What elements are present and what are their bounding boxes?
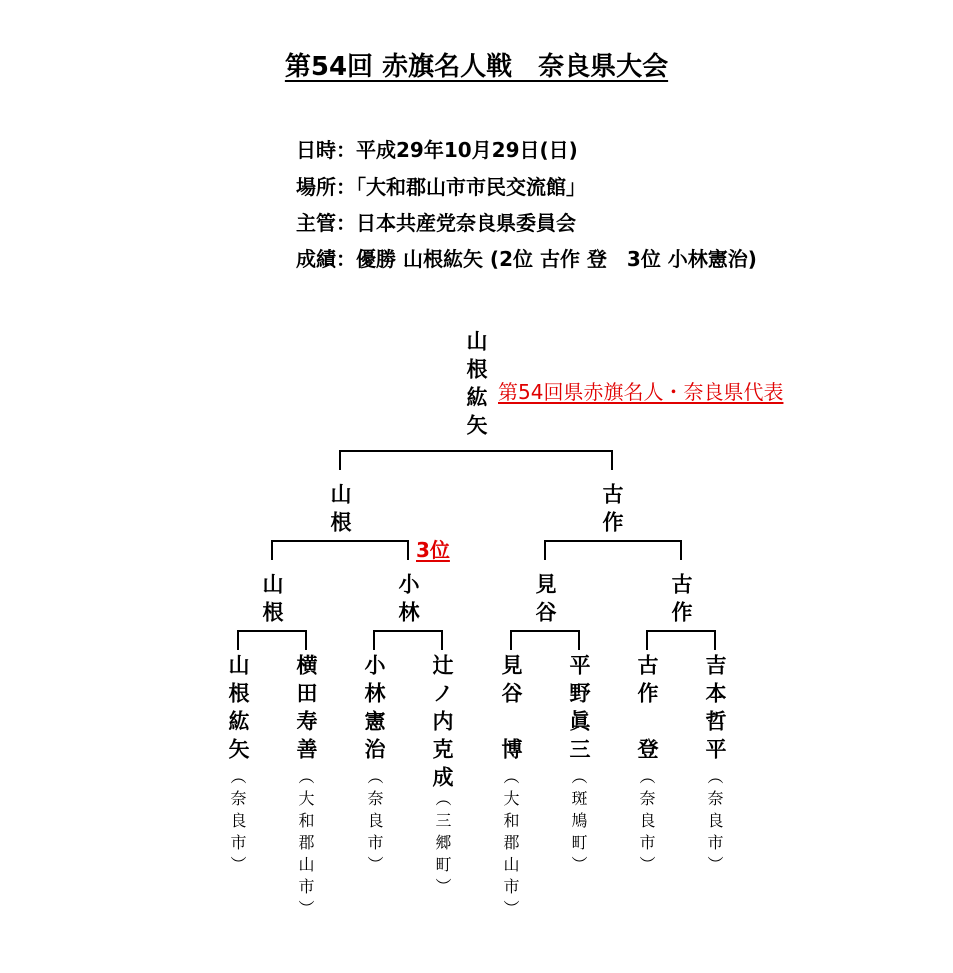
semi-player-3: 見谷: [533, 573, 557, 629]
title-text: 第54回 赤旗名人戦 奈良県大会: [284, 52, 669, 82]
semi-left-bracket-line: [272, 541, 408, 560]
player-location-7: （奈良市）: [637, 768, 656, 878]
r1-bracket-line-1: [238, 631, 306, 650]
semi-player-4: 古作: [669, 573, 693, 629]
info-organizer: 主管：日本共産党奈良県委員会: [296, 211, 576, 235]
player-location-4: （三郷町）: [433, 790, 452, 900]
player-location-1: （奈良市）: [228, 768, 247, 878]
semi-player-1: 山根: [260, 573, 284, 629]
player-location-8: （奈良市）: [705, 768, 724, 878]
player-location-6: （斑鳩町）: [569, 768, 588, 878]
semi-right-bracket-line: [545, 541, 681, 560]
final-player-2: 古作: [600, 483, 624, 539]
info-results: 成績：優勝 山根紘矢 (2位 古作 登 3位 小林憲治): [296, 247, 757, 271]
player-name-6: 平野眞三: [567, 654, 591, 766]
player-location-3: （奈良市）: [365, 768, 384, 878]
player-name-5: 見谷 博: [499, 654, 523, 766]
player-name-1: 山根紘矢: [226, 654, 250, 766]
r1-bracket-line-4: [647, 631, 715, 650]
player-name-3: 小林憲治: [362, 654, 386, 766]
r1-bracket-line-3: [511, 631, 579, 650]
player-location-5: （大和郡山市）: [501, 768, 520, 922]
champion-name: 山根紘矢: [464, 330, 488, 442]
player-location-2: （大和郡山市）: [296, 768, 315, 922]
semi-player-2: 小林: [396, 573, 420, 629]
third-place-note: 3位: [416, 538, 450, 562]
player-name-8: 吉本哲平: [703, 654, 727, 766]
final-player-1: 山根: [328, 483, 352, 539]
player-name-4: 辻ノ内克成: [430, 654, 454, 794]
r1-bracket-line-2: [374, 631, 442, 650]
player-name-7: 古作 登: [635, 654, 659, 766]
champion-note: 第54回県赤旗名人・奈良県代表: [498, 380, 784, 404]
info-date: 日時：平成29年10月29日(日): [296, 138, 578, 162]
info-place: 場所：「大和郡山市市民交流館」: [296, 175, 586, 199]
player-name-2: 横田寿善: [294, 654, 318, 766]
final-bracket-line: [340, 451, 612, 470]
